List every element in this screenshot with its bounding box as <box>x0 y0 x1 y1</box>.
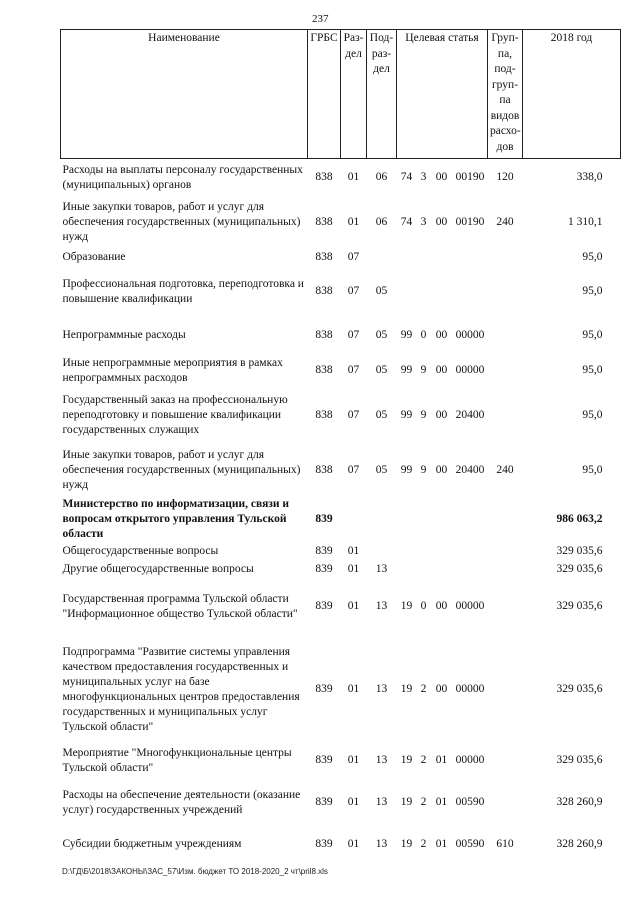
cell-target-part1: 19 <box>400 754 413 766</box>
cell-razdel <box>341 497 367 543</box>
cell-target-part2: 9 <box>420 409 427 421</box>
cell-target-part3: 00 <box>435 600 448 612</box>
cell-grbs: 839 <box>315 545 333 557</box>
cell-name: Другие общегосударственные вопросы <box>62 563 254 575</box>
cell-amount: 95,0 <box>582 409 603 421</box>
cell-vid <box>488 317 523 355</box>
header-target: Целевая статья <box>397 30 488 159</box>
cell-target-part4: 00000 <box>455 364 485 376</box>
header-vid: Груп-па, под-груп-па видов расхо-дов <box>488 30 523 159</box>
cell-target-part2: 2 <box>420 838 427 850</box>
cell-name: Мероприятие "Многофункциональные центры Тульской области" <box>62 746 292 774</box>
cell-target-part4: 00590 <box>455 838 485 850</box>
cell-vid <box>488 543 523 561</box>
cell-target-part3: 00 <box>435 171 448 184</box>
cell-target-part3 <box>431 267 453 317</box>
cell-name: Расходы на выплаты персоналу государственных (муниципальных) органов <box>62 163 303 191</box>
cell-amount: 329 035,6 <box>556 683 603 695</box>
cell-target-part3: 00 <box>435 329 448 341</box>
cell-vid: 610 <box>496 838 514 850</box>
table-row <box>61 197 621 249</box>
cell-grbs: 838 <box>315 329 333 341</box>
cell-grbs: 838 <box>315 285 333 297</box>
cell-target-part1: 99 <box>400 364 413 376</box>
cell-grbs: 839 <box>315 838 333 850</box>
file-path-footer: D:\ГД\Б\2018\ЗАКОНЫ\ЗАС_57\Изм. бюджет ТО 2018-2020_2 чт\pril8.xls <box>62 867 328 876</box>
cell-name: Иные закупки товаров, работ и услуг для обеспечения государственных (муниципальных) нужд <box>62 201 301 243</box>
cell-podrazdel: 06 <box>375 171 388 184</box>
cell-podrazdel: 13 <box>375 683 388 695</box>
cell-grbs: 839 <box>315 600 333 612</box>
table-row <box>61 561 621 579</box>
cell-razdel: 01 <box>347 838 360 850</box>
cell-target-part1: 74 <box>400 171 413 184</box>
cell-amount: 1 310,1 <box>568 216 603 228</box>
cell-grbs: 838 <box>315 171 333 184</box>
cell-podrazdel: 05 <box>375 364 388 376</box>
cell-amount: 329 035,6 <box>556 754 603 766</box>
cell-target-part3: 00 <box>435 683 448 695</box>
cell-target-part1: 19 <box>400 796 413 808</box>
cell-grbs: 839 <box>315 796 333 808</box>
cell-amount: 328 260,9 <box>556 838 603 850</box>
cell-target-part1: 99 <box>400 464 413 476</box>
cell-target-part4 <box>453 561 488 579</box>
cell-target-part2: 3 <box>420 216 427 228</box>
table-row <box>61 267 621 317</box>
table-row <box>61 445 621 497</box>
cell-razdel: 01 <box>347 171 360 184</box>
cell-razdel: 01 <box>347 216 360 228</box>
cell-target-part4: 00000 <box>455 754 485 766</box>
cell-target-part2 <box>417 561 431 579</box>
cell-target-part4 <box>453 267 488 317</box>
page-number: 237 <box>312 13 329 25</box>
cell-target-part4 <box>453 497 488 543</box>
cell-name: Государственная программа Тульской области "Информационное общество Тульской области" <box>62 592 298 620</box>
cell-amount: 986 063,2 <box>556 513 603 525</box>
cell-podrazdel <box>367 497 397 543</box>
cell-target-part1: 19 <box>400 838 413 850</box>
cell-amount: 95,0 <box>582 464 603 476</box>
cell-razdel: 01 <box>347 796 360 808</box>
cell-vid <box>488 249 523 267</box>
cell-razdel: 07 <box>347 329 360 341</box>
cell-razdel: 07 <box>347 251 360 263</box>
cell-name: Расходы на обеспечение деятельности (оказание услуг) государственных учреждений <box>62 788 301 816</box>
cell-razdel: 01 <box>347 545 360 557</box>
table-row <box>61 159 621 197</box>
cell-name: Образование <box>62 251 126 263</box>
cell-target-part3 <box>431 561 453 579</box>
header-razdel: Раз-дел <box>341 30 367 159</box>
header-sum: 2018 год <box>523 30 621 159</box>
cell-target-part1 <box>397 249 417 267</box>
cell-target-part2: 2 <box>420 754 427 766</box>
cell-name: Государственный заказ на профессиональную переподготовку и повышение квалификации государственных служащих <box>62 394 288 436</box>
cell-grbs: 838 <box>315 251 333 263</box>
cell-name: Субсидии бюджетным учреждениям <box>62 838 242 850</box>
cell-amount: 328 260,9 <box>556 796 603 808</box>
table-row <box>61 635 621 745</box>
cell-vid <box>488 635 523 745</box>
cell-vid <box>488 561 523 579</box>
header-name: Наименование <box>61 30 308 159</box>
cell-amount: 329 035,6 <box>556 545 603 557</box>
cell-grbs: 839 <box>315 683 333 695</box>
cell-target-part1: 19 <box>400 600 413 612</box>
cell-name: Иные закупки товаров, работ и услуг для обеспечения государственных (муниципальных) нужд <box>62 449 301 491</box>
cell-podrazdel: 13 <box>375 600 388 612</box>
cell-target-part2: 0 <box>420 600 427 612</box>
cell-razdel: 07 <box>347 364 360 376</box>
cell-target-part4: 20400 <box>455 464 485 476</box>
cell-vid <box>488 267 523 317</box>
cell-target-part2 <box>417 249 431 267</box>
cell-grbs: 838 <box>315 464 333 476</box>
cell-target-part2: 2 <box>420 683 427 695</box>
cell-target-part4: 00000 <box>455 329 485 341</box>
cell-name: Общегосударственные вопросы <box>62 545 219 557</box>
cell-podrazdel: 13 <box>375 838 388 850</box>
cell-grbs: 838 <box>315 364 333 376</box>
cell-amount: 329 035,6 <box>556 563 603 575</box>
table-row <box>61 249 621 267</box>
cell-podrazdel: 13 <box>375 563 388 575</box>
cell-podrazdel: 05 <box>375 329 388 341</box>
cell-target-part2: 0 <box>420 329 427 341</box>
cell-vid <box>488 745 523 777</box>
cell-target-part1: 99 <box>400 409 413 421</box>
cell-target-part2: 2 <box>420 796 427 808</box>
cell-target-part3: 00 <box>435 409 448 421</box>
cell-target-part4 <box>453 249 488 267</box>
cell-vid <box>488 355 523 387</box>
cell-name: Непрограммные расходы <box>62 329 186 341</box>
table-row <box>61 777 621 829</box>
header-podrazdel: Под-раз-дел <box>367 30 397 159</box>
cell-razdel: 07 <box>347 285 360 297</box>
cell-target-part3 <box>431 497 453 543</box>
table-row <box>61 543 621 561</box>
header-grbs: ГРБС <box>308 30 341 159</box>
table-row <box>61 579 621 635</box>
cell-target-part4: 00000 <box>455 683 485 695</box>
cell-name: Иные непрограммные мероприятия в рамках непрограммных расходов <box>62 356 283 384</box>
table-row <box>61 355 621 387</box>
cell-target-part1 <box>397 497 417 543</box>
cell-grbs: 839 <box>315 754 333 766</box>
cell-target-part3: 01 <box>435 796 448 808</box>
cell-grbs: 839 <box>315 563 333 575</box>
table-row <box>61 387 621 445</box>
cell-target-part2: 9 <box>420 464 427 476</box>
budget-table <box>60 29 621 861</box>
cell-target-part4 <box>453 543 488 561</box>
table-row <box>61 317 621 355</box>
cell-target-part2 <box>417 497 431 543</box>
cell-target-part2 <box>417 267 431 317</box>
cell-target-part3 <box>431 249 453 267</box>
cell-target-part3: 00 <box>435 216 448 228</box>
table-header-row <box>61 30 621 159</box>
cell-podrazdel: 05 <box>375 409 388 421</box>
cell-target-part1: 74 <box>400 216 413 228</box>
cell-vid: 240 <box>496 216 514 228</box>
cell-amount: 329 035,6 <box>556 600 603 612</box>
cell-podrazdel: 06 <box>375 216 388 228</box>
cell-target-part4: 00000 <box>455 600 485 612</box>
cell-target-part1 <box>397 543 417 561</box>
cell-target-part1 <box>397 267 417 317</box>
cell-razdel: 01 <box>347 600 360 612</box>
cell-podrazdel: 13 <box>375 754 388 766</box>
cell-target-part4: 20400 <box>455 409 485 421</box>
cell-podrazdel <box>367 543 397 561</box>
cell-target-part2: 9 <box>420 364 427 376</box>
cell-target-part3: 00 <box>435 464 448 476</box>
cell-target-part2: 3 <box>420 171 427 184</box>
cell-amount: 95,0 <box>582 364 603 376</box>
cell-razdel: 01 <box>347 683 360 695</box>
cell-razdel: 01 <box>347 754 360 766</box>
cell-grbs: 838 <box>315 409 333 421</box>
cell-amount: 95,0 <box>582 329 603 341</box>
cell-target-part3 <box>431 543 453 561</box>
table-row <box>61 745 621 777</box>
cell-vid <box>488 387 523 445</box>
cell-target-part3: 01 <box>435 754 448 766</box>
cell-name: Профессиональная подготовка, переподготовка и повышение квалификации <box>62 277 304 305</box>
cell-podrazdel: 05 <box>375 464 388 476</box>
cell-vid <box>488 497 523 543</box>
cell-grbs: 839 <box>315 513 333 525</box>
cell-target-part4: 00190 <box>455 171 485 184</box>
cell-amount: 95,0 <box>582 251 603 263</box>
cell-vid <box>488 579 523 635</box>
cell-vid <box>488 777 523 829</box>
cell-razdel: 01 <box>347 563 360 575</box>
cell-name: Министерство по информатизации, связи и вопросам открытого управления Тульской области <box>62 498 290 540</box>
cell-target-part1: 99 <box>400 329 413 341</box>
cell-razdel: 07 <box>347 409 360 421</box>
cell-amount: 95,0 <box>582 285 603 297</box>
cell-razdel: 07 <box>347 464 360 476</box>
cell-vid: 240 <box>496 464 514 476</box>
table-row <box>61 829 621 861</box>
cell-name: Подпрограмма "Развитие системы управления качеством предоставления государственных и муниципальных услуг на базе многофункциональных центров предоставления государственных и муниципальных услуг Тульской области" <box>62 645 300 733</box>
cell-target-part1: 19 <box>400 683 413 695</box>
cell-target-part3: 00 <box>435 364 448 376</box>
cell-target-part3: 01 <box>435 838 448 850</box>
cell-podrazdel <box>367 249 397 267</box>
cell-grbs: 838 <box>315 216 333 228</box>
cell-target-part4: 00190 <box>455 216 485 228</box>
cell-podrazdel: 13 <box>375 796 388 808</box>
cell-target-part4: 00590 <box>455 796 485 808</box>
cell-target-part2 <box>417 543 431 561</box>
cell-amount: 338,0 <box>576 171 603 184</box>
cell-target-part1 <box>397 561 417 579</box>
cell-podrazdel: 05 <box>375 285 388 297</box>
table-row <box>61 497 621 543</box>
cell-vid: 120 <box>496 171 514 184</box>
